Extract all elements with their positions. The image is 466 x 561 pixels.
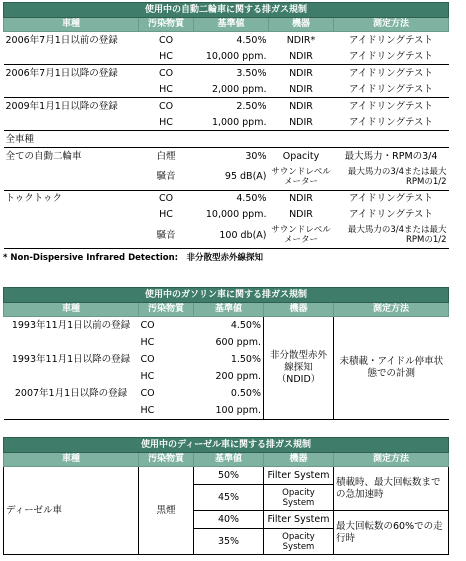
table-row [4, 223, 449, 249]
limit-value: 600 ppm. [215, 337, 261, 348]
table-row [4, 81, 449, 98]
table-row [4, 148, 449, 165]
device: NDIR [269, 114, 334, 131]
limit-value: 2.50% [236, 100, 267, 112]
vehicle-type [4, 207, 139, 223]
column-header: 汚染物質 [139, 303, 194, 317]
diesel-table [3, 437, 449, 555]
method: アイドリングテスト [348, 34, 434, 46]
limit-value: 4.50% [236, 34, 267, 46]
limit-value: 1.50% [230, 354, 261, 365]
limit-value: 95 dB(A) [194, 164, 269, 190]
method: 未積載・アイドル停車状態での計測 [339, 356, 444, 379]
device: サウンドレベルメーター [269, 164, 334, 190]
column-header: 測定方法 [334, 453, 449, 467]
table-row [4, 98, 449, 115]
table-title: 使用中の自動二輪車に関する排ガス規制 [4, 3, 449, 18]
device: Opacity System [264, 529, 334, 555]
vehicle-type [4, 48, 139, 65]
column-header: 基準値 [194, 303, 264, 317]
pollutant: HC [140, 337, 155, 348]
gasoline-table [3, 287, 449, 420]
pollutant: CO [158, 100, 174, 112]
vehicle-type: トゥクトゥク [5, 193, 63, 204]
limit-value: 100 ppm. [215, 405, 261, 416]
device: Filter System [264, 511, 334, 529]
method: アイドリングテスト [334, 81, 449, 98]
device: NDIR [269, 48, 334, 65]
limit-value: 1,000 ppm. [194, 114, 269, 131]
table-row [4, 32, 449, 49]
vehicle-type: 2006年7月1日以降の登録 [5, 67, 118, 79]
pollutant: 黒煙 [139, 467, 194, 555]
device: NDIR [269, 81, 334, 98]
vehicle-type [4, 114, 139, 131]
footnote: * Non-Dispersive Infrared Detection: 非分散型赤外線探知 [3, 253, 264, 263]
vehicle-type: 2006年7月1日以前の登録 [5, 34, 118, 46]
method: アイドリングテスト [348, 209, 434, 220]
pollutant: HC [140, 405, 155, 416]
vehicle-type: 2009年1月1日以降の登録 [5, 100, 118, 112]
method: 積載時、最大回転数までの急加速時 [334, 467, 449, 511]
limit-value: 0.50% [230, 388, 261, 399]
pollutant: HC [139, 48, 194, 65]
table-row [4, 114, 449, 131]
pollutant: CO [140, 388, 155, 399]
pollutant: CO [140, 320, 155, 331]
column-header: 基準値 [194, 453, 264, 467]
vehicle-type: ディーゼル車 [4, 467, 139, 555]
limit-value: 200 ppm. [215, 371, 261, 382]
method: アイドリングテスト [348, 100, 434, 112]
limit-value: 50% [194, 467, 264, 485]
device: Filter System [264, 467, 334, 485]
vehicle-type [4, 164, 139, 190]
method: 最大馬力の3/4または最大RPMの1/2 [334, 164, 449, 190]
pollutant: CO [158, 67, 174, 79]
limit-value: 2,000 ppm. [194, 81, 269, 98]
method: アイドリングテスト [348, 193, 434, 204]
pollutant: CO [158, 193, 174, 204]
limit-value: 35% [194, 529, 264, 555]
limit-value: 30% [245, 150, 267, 162]
pollutant: 騒音 [139, 164, 194, 190]
method: 最大回転数の60%での走行時 [334, 511, 449, 555]
vehicle-type [4, 368, 139, 385]
vehicle-type [4, 334, 139, 351]
device: NDIR [289, 193, 313, 204]
device: Opacity System [264, 485, 334, 511]
pollutant: CO [158, 34, 174, 46]
pollutant: HC [140, 371, 155, 382]
section-label: 全車種 [4, 131, 449, 148]
table-row [4, 467, 449, 485]
device: NDIR [289, 209, 313, 220]
column-header: 基準値 [194, 18, 269, 32]
limit-value: 45% [194, 485, 264, 511]
vehicle-type: 1993年11月1日以前の登録 [11, 320, 131, 331]
limit-value: 100 db(A) [194, 223, 269, 249]
pollutant: HC [159, 209, 173, 220]
device: NDIR* [286, 34, 316, 46]
vehicle-type [4, 223, 139, 249]
limit-value: 4.50% [230, 320, 261, 331]
limit-value: 4.50% [236, 193, 267, 204]
column-header: 車種 [4, 453, 139, 467]
column-header: 測定方法 [334, 18, 449, 32]
column-header: 汚染物質 [139, 453, 194, 467]
vehicle-type: 1993年11月1日以降の登録 [11, 354, 131, 365]
column-header: 車種 [4, 18, 139, 32]
vehicle-type: 2007年1月1日以降の登録 [14, 388, 128, 399]
table-row [4, 164, 449, 190]
method: アイドリングテスト [348, 67, 434, 79]
column-header: 機器 [269, 18, 334, 32]
pollutant: CO [140, 354, 155, 365]
device: NDIR [289, 100, 313, 112]
pollutant: HC [139, 81, 194, 98]
method: 最大馬力・RPMの3/4 [344, 150, 438, 162]
column-header: 機器 [264, 303, 334, 317]
vehicle-type: 全ての自動二輪車 [5, 150, 82, 162]
vehicle-type [4, 81, 139, 98]
limit-value: 10,000 ppm. [205, 209, 267, 220]
section-label-row [4, 131, 449, 148]
column-header: 車種 [4, 303, 139, 317]
method: アイドリングテスト [334, 48, 449, 65]
column-header: 測定方法 [334, 303, 449, 317]
table-row [4, 207, 449, 223]
table-row [4, 48, 449, 65]
method: アイドリングテスト [334, 114, 449, 131]
vehicle-type [4, 402, 139, 420]
table-row [4, 65, 449, 82]
table-title: 使用中のガソリン車に関する排ガス規制 [4, 288, 449, 303]
table-row [4, 317, 449, 335]
method: 最大馬力の3/4または最大RPMの1/2 [334, 223, 449, 249]
column-header: 汚染物質 [139, 18, 194, 32]
table-title: 使用中のディーゼル車に関する排ガス規制 [4, 438, 449, 453]
two-wheeler-table [3, 2, 449, 249]
limit-value: 3.50% [236, 67, 267, 79]
device: 非分散型赤外線探知（NDID） [264, 317, 334, 420]
device: NDIR [289, 67, 313, 79]
limit-value: 40% [194, 511, 264, 529]
pollutant: 騒音 [139, 223, 194, 249]
device: Opacity [282, 150, 320, 162]
table-row [4, 190, 449, 207]
column-header: 機器 [264, 453, 334, 467]
limit-value: 10,000 ppm. [194, 48, 269, 65]
pollutant: HC [139, 114, 194, 131]
pollutant: 白煙 [156, 150, 176, 162]
device: サウンドレベルメーター [269, 223, 334, 249]
